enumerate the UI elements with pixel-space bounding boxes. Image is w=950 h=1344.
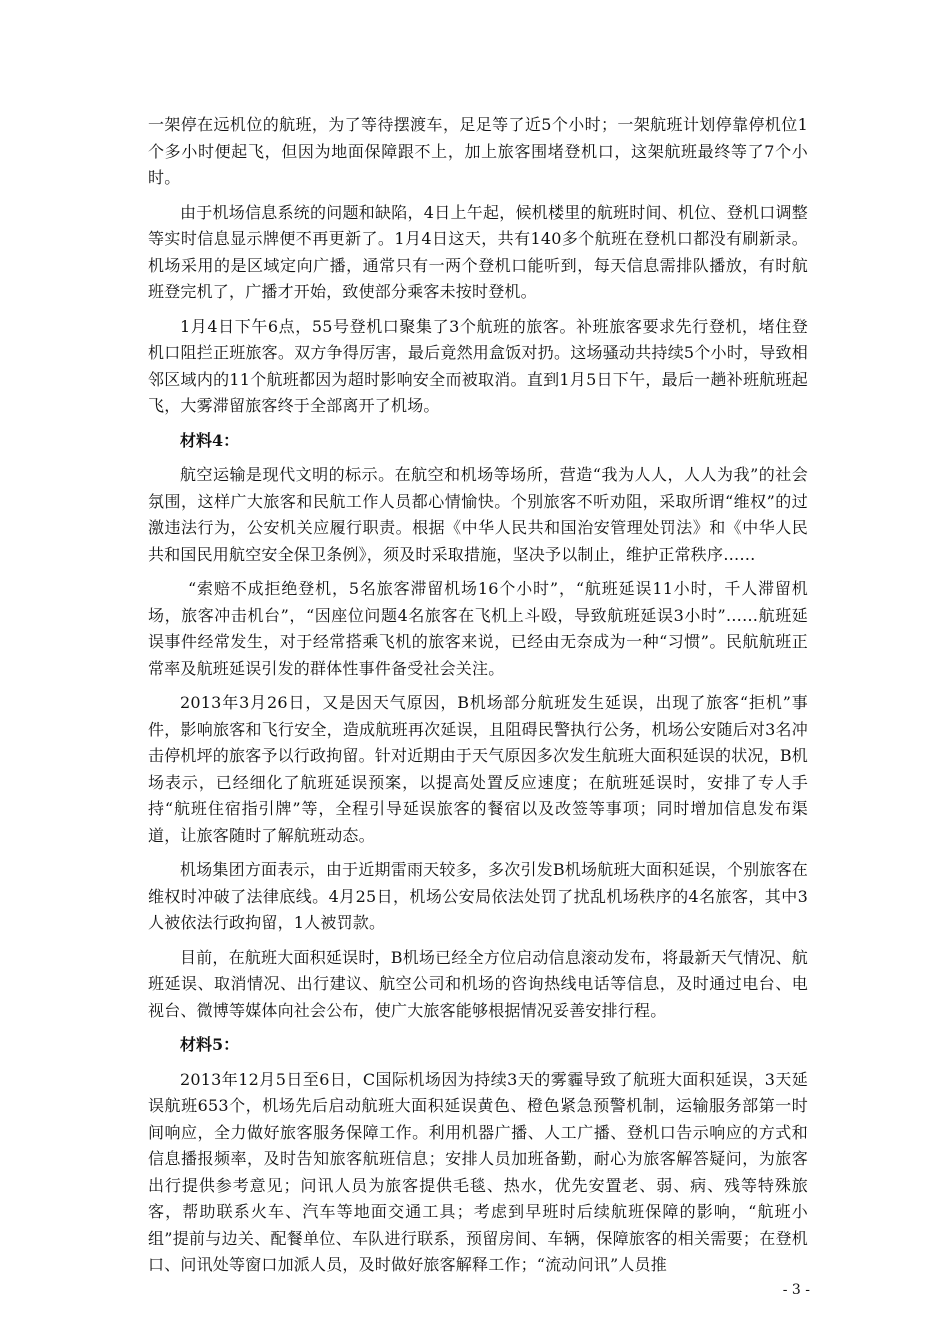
paragraph: 由于机场信息系统的问题和缺陷，4日上午起，候机楼里的航班时间、机位、登机口调整等实时信息显示牌便不再更新了。1月4日这天，共有140多个航班在登机口都没有刷新录。机场采用的是区域定向广播，通常只有一两个登机口能听到，每天信息需排队播放，有时航班登完机了，广播才开始，致使部分乘客未按时登机。	[148, 202, 808, 301]
paragraph: 1月4日下午6点，55号登机口聚集了3个航班的旅客。补班旅客要求先行登机，堵住登机口阻拦正班旅客。双方争得厉害，最后竟然用盒饭对扔。这场骚动共持续5个小时，导致相邻区域内的11个航班都因为超时影响安全而被取消。直到1月5日下午，最后一趟补班航班起飞，大雾滞留旅客终于全部离开了机场。	[148, 316, 808, 415]
paragraph: 机场集团方面表示，由于近期雷雨天较多，多次引发B机场航班大面积延误，个别旅客在维权时冲破了法律底线。4月25日，机场公安局依法处罚了扰乱机场秩序的4名旅客，其中3人被依法行政拘留，1人被罚款。	[148, 860, 808, 932]
paragraph: 目前，在航班大面积延误时，B机场已经全方位启动信息滚动发布，将最新天气情况、航班延误、取消情况、出行建议、航空公司和机场的咨询热线电话等信息，及时通过电台、电视台、微博等媒体向社会公布，使广大旅客能够根据情况妥善安排行程。	[148, 947, 808, 1020]
section-heading: 材料4：	[180, 430, 240, 450]
page-number: - 3 -	[782, 1282, 810, 1298]
paragraph: “索赔不成拒绝登机，5名旅客滞留机场16个小时”，“航班延误11小时，千人滞留机场，旅客冲击机台”，“因座位问题4名旅客在飞机上斗殴，导致航班延误3小时”……航班延误事件经常发生，对于经常搭乘飞机的旅客来说，已经由无奈成为一种“习惯”。民航航班正常率及航班延误引发的群体性事件备受社会关注。	[148, 579, 808, 678]
paragraph: 2013年12月5日至6日，C国际机场因为持续3天的雾霾导致了航班大面积延误，3天延误航班653个，机场先后启动航班大面积延误黄色、橙色紧急预警机制，运输服务部第一时间响应，全力做好旅客服务保障工作。利用机器广播、人工广播、登机口告示响应的方式和信息播报频率，及时告知旅客航班信息；安排人员加班备勤，耐心为旅客解答疑问，为旅客出行提供参考意见；问讯人员为旅客提供毛毯、热水，优先安置老、弱、病、残等特殊旅客，帮助联系火车、汽车等地面交通工具；考虑到早班时后续航班保障的影响，“航班小组”提前与边关、配餐单位、车队进行联系，预留房间、车辆，保障旅客的相关需要；在登机口、问讯处等窗口加派人员，及时做好旅客解释工作；“流动问讯”人员推	[148, 1069, 808, 1274]
paragraph: 航空运输是现代文明的标示。在航空和机场等场所，营造“我为人人，人人为我”的社会氛围，这样广大旅客和民航工作人员都心情愉快。个别旅客不听劝阻，采取所谓“维权”的过激违法行为，公安机关应履行职责。根据《中华人民共和国治安管理处罚法》和《中华人民共和国民用航空安全保卫条例》，须及时采取措施，坚决予以制止，维护正常秩序……	[148, 465, 808, 564]
paragraph: 一架停在远机位的航班，为了等待摆渡车，足足等了近5个小时；一架航班计划停靠停机位1个多小时便起飞，但因为地面保障跟不上，加上旅客围堵登机口，这架航班最终等了7个小时。	[148, 115, 808, 187]
paragraph: 2013年3月26日，又是因天气原因，B机场部分航班发生延误，出现了旅客“拒机”事件，影响旅客和飞行安全，造成航班再次延误，且阻碍民警执行公务，机场公安随后对3名冲击停机坪的旅客予以行政拘留。针对近期由于天气原因多次发生航班大面积延误的状况，B机场表示，已经细化了航班延误预案，以提高处置反应速度；在航班延误时，安排了专人手持“航班住宿指引牌”等，全程引导延误旅客的餐宿以及改签等事项；同时增加信息发布渠道，让旅客随时了解航班动态。	[148, 693, 808, 845]
document-body	[148, 112, 808, 1287]
section-heading: 材料5：	[180, 1035, 240, 1054]
